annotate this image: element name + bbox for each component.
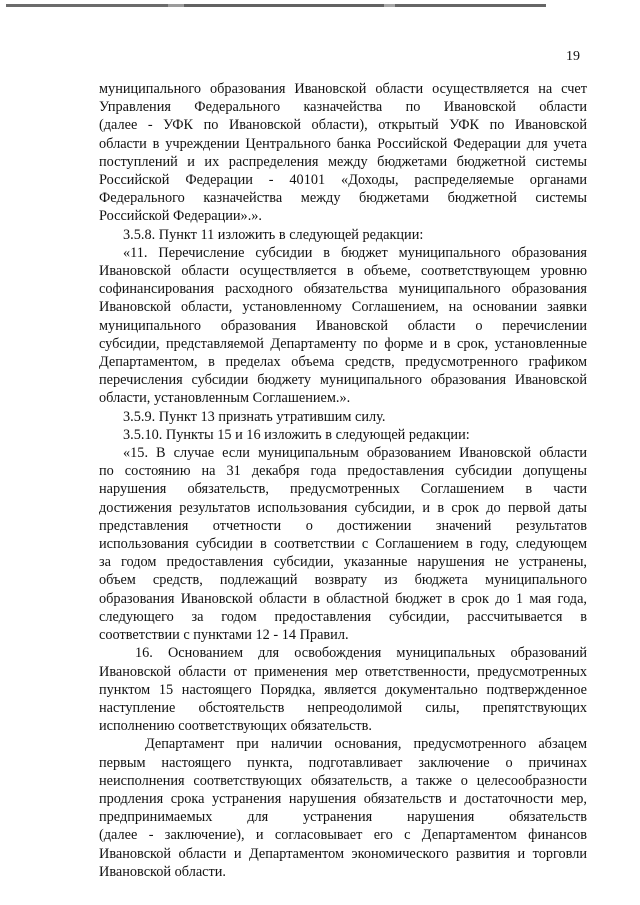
- text-line: субсидии, представляемой Департаменту по форме и в срок, установленные: [99, 335, 587, 352]
- text-line: предпринимаемых для устранения нарушения обязательств: [99, 809, 587, 826]
- text-line: 3.5.10. Пункты 15 и 16 изложить в следующей редакции:: [123, 426, 470, 443]
- text-line: «11. Перечисление субсидии в бюджет муниципального образования: [123, 244, 587, 261]
- text-line: Управления Федерального казначейства по Ивановской области: [99, 99, 587, 116]
- text-line: Федерального казначейства между бюджетами бюджетной системы: [99, 190, 587, 207]
- text-line: использования субсидии в соответствии с Соглашением в году, следующем: [99, 536, 587, 553]
- text-line: «15. В случае если муниципальным образованием Ивановской области: [123, 445, 587, 462]
- text-line: Ивановской области, установленному Соглашением, на основании заявки: [99, 299, 587, 316]
- text-line: Российской Федерации - 40101 «Доходы, распределяемые органами: [99, 172, 587, 189]
- text-line: продления срока устранения нарушения обязательств и достаточности мер,: [99, 790, 587, 807]
- page-number: 19: [566, 49, 580, 64]
- text-line: 3.5.8. Пункт 11 изложить в следующей редакции:: [123, 226, 424, 243]
- scan-edge-artifact: [6, 4, 546, 7]
- text-line: поступлений и их распределения между бюджетами бюджетной системы: [99, 153, 587, 170]
- text-line: первым настоящего пункта, подготавливает заключение о причинах: [99, 754, 587, 771]
- text-line: Департаментом, в пределах объема средств, предусмотренного графиком: [99, 354, 587, 371]
- text-line: софинансирования расходного обязательства муниципального образования: [99, 281, 587, 298]
- text-line: представления отчетности о достижении значений результатов: [99, 517, 587, 534]
- text-line: неисполнения соответствующих обязательств, а также о целесообразности: [99, 772, 587, 789]
- text-line: области, установленным Соглашением.».: [99, 390, 351, 407]
- text-line: пунктом 15 настоящего Порядка, является документально подтвержденное: [99, 681, 587, 698]
- text-line: Ивановской области осуществляется в объеме, соответствующем уровню: [99, 263, 587, 280]
- text-line: Департамент при наличии основания, предусмотренного абзацем: [145, 736, 587, 753]
- text-line: области в учреждении Центрального банка Российской Федерации для учета: [99, 135, 587, 152]
- text-line: образования Ивановской области в областной бюджет в срок до 1 мая года,: [99, 590, 587, 607]
- text-line: Ивановской области и Департаментом экономического развития и торговли: [99, 845, 587, 862]
- text-line: перечисления субсидии бюджету муниципального образования Ивановской: [99, 372, 587, 389]
- text-line: следующего за годом предоставления субсидии, рассчитывается в: [99, 608, 587, 625]
- text-line: Российской Федерации».».: [99, 208, 262, 225]
- text-line: соответствии с пунктами 12 - 14 Правил.: [99, 627, 349, 644]
- text-line: 3.5.9. Пункт 13 признать утратившим силу.: [123, 408, 386, 425]
- text-line: муниципального образования Ивановской области осуществляется на счет: [99, 81, 587, 97]
- text-line: нарушения обязательств, предусмотренных Соглашением в части: [99, 481, 587, 498]
- text-line: достижения результатов использования субсидии, и в срок до первой даты: [99, 499, 587, 516]
- text-line: 16. Основанием для освобождения муниципальных образований: [135, 645, 587, 662]
- text-line: (далее - заключение), и согласовывает его с Департаментом финансов: [99, 827, 587, 844]
- text-line: (далее - УФК по Ивановской области), открытый УФК по Ивановской: [99, 117, 587, 134]
- document-body: [99, 80, 587, 881]
- text-line: Ивановской области от применения мер ответственности, предусмотренных: [99, 663, 587, 680]
- text-line: муниципального образования Ивановской области о перечислении: [99, 317, 587, 334]
- text-line: исполнению соответствующих обязательств.: [99, 718, 372, 735]
- text-line: объем средств, подлежащий возврату из бюджета муниципального: [99, 572, 587, 589]
- text-line: по состоянию на 31 декабря года предоставления субсидии допущены: [99, 463, 587, 480]
- text-line: наступление обстоятельств непреодолимой силы, препятствующих: [99, 699, 587, 716]
- text-line: Ивановской области.: [99, 863, 227, 880]
- text-line: за годом предоставления субсидии, указанные нарушения не устранены,: [99, 554, 587, 571]
